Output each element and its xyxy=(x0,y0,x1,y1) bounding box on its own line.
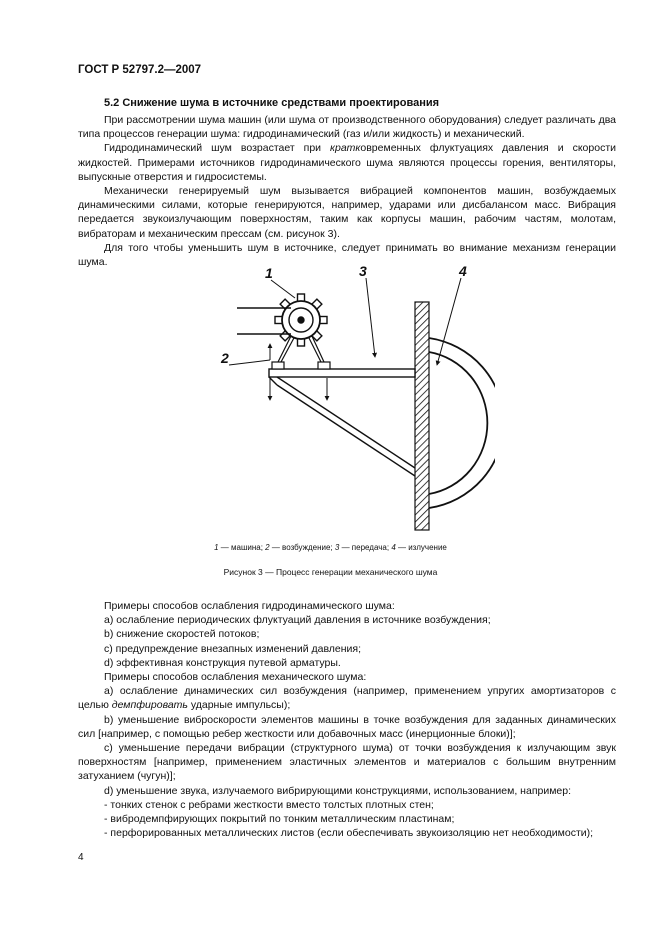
page-number: 4 xyxy=(78,852,84,863)
machine-gear xyxy=(275,294,327,346)
wall xyxy=(415,302,429,530)
label-4: 4 xyxy=(459,263,467,279)
figure-caption: Рисунок 3 — Процесс генерации механического шума xyxy=(223,567,438,577)
figure-legend: 1 — машина; 2 — возбуждение; 3 — передача; 4 — излучение xyxy=(214,543,447,552)
list-item: - вибродемпфирующих покрытий по тонким металлическим пластинам; xyxy=(104,813,455,826)
radiation-arcs xyxy=(429,338,495,508)
figure-3-diagram xyxy=(215,262,495,534)
list-item: - перфорированных металлических листов (если обеспечивать звукоизоляцию нет необходимости); xyxy=(104,827,594,840)
paragraph: Для того чтобы уменьшить шум в источнике, следует принимать во внимание механизм генерации шума. xyxy=(78,241,616,269)
section-title: 5.2 Снижение шума в источнике средствами проектирования xyxy=(104,97,440,109)
paragraph: Гидродинамический шум возрастает при кратковременных флуктуациях давления и скорости жидкостей. Примерами источников гидродинамического шума являются процессы горения, вентиляторы, выпускные отверстия и гидросистемы. xyxy=(78,142,616,183)
reduction-methods xyxy=(78,599,616,840)
support-beam xyxy=(269,369,415,377)
document-header: ГОСТ Р 52797.2—2007 xyxy=(78,64,202,76)
label-2: 2 xyxy=(221,350,229,366)
diagonal-brace xyxy=(269,377,415,476)
paragraph: При рассмотрении шума машин (или шума от производственного оборудования) следует различать два типа процессов генерации шума: гидродинамический (газ и/или жидкость) и механический. xyxy=(78,114,616,141)
paragraph: Механически генерируемый шум вызывается вибрацией компонентов машин, возбуждаемых динамическими силами, которые генерируются, например, ударами или дисбалансом масс. Вибрация передается звукоизлучающим поверхностям, таким как корпусы машин, рабочим частям, молотам, вибраторам и механическим прессам (см. рисунок 3). xyxy=(78,185,616,240)
list-item: d) уменьшение звука, излучаемого вибрирующими конструкциями, использованием, например: xyxy=(104,784,572,797)
list-item: d) эффективная конструкция путевой арматуры. xyxy=(104,656,341,669)
list-item: b) снижение скоростей потоков; xyxy=(104,628,260,641)
intro-text xyxy=(78,113,616,269)
list-item: с) уменьшение передачи вибрации (структурного шума) от точки возбуждения к излучающим звук поверхностям [например, применением эластичных элементов и материалов с большим внутренним затуханием (чугун)]; xyxy=(78,742,616,783)
label-1: 1 xyxy=(265,265,273,281)
paragraph: Примеры способов ослабления механического шума: xyxy=(104,671,367,684)
list-item: а) ослабление периодических флуктуаций давления в источнике возбуждения; xyxy=(104,614,491,627)
list-item: с) предупреждение внезапных изменений давления; xyxy=(104,642,362,655)
paragraph: Примеры способов ослабления гидродинамического шума: xyxy=(104,600,395,612)
list-item: b) уменьшение виброскорости элементов машины в точке возбуждения для заданных динамических сил [например, с помощью ребер жесткости или добавочных масс (инерционные блоки)]; xyxy=(78,713,616,740)
label-3: 3 xyxy=(359,263,367,279)
list-item: а) ослабление динамических сил возбуждения (например, применением упругих амортизаторов с целью демпфировать ударные импульсы); xyxy=(78,685,616,712)
list-item: - тонких стенок с ребрами жесткости вместо толстых плотных стен; xyxy=(104,798,434,811)
